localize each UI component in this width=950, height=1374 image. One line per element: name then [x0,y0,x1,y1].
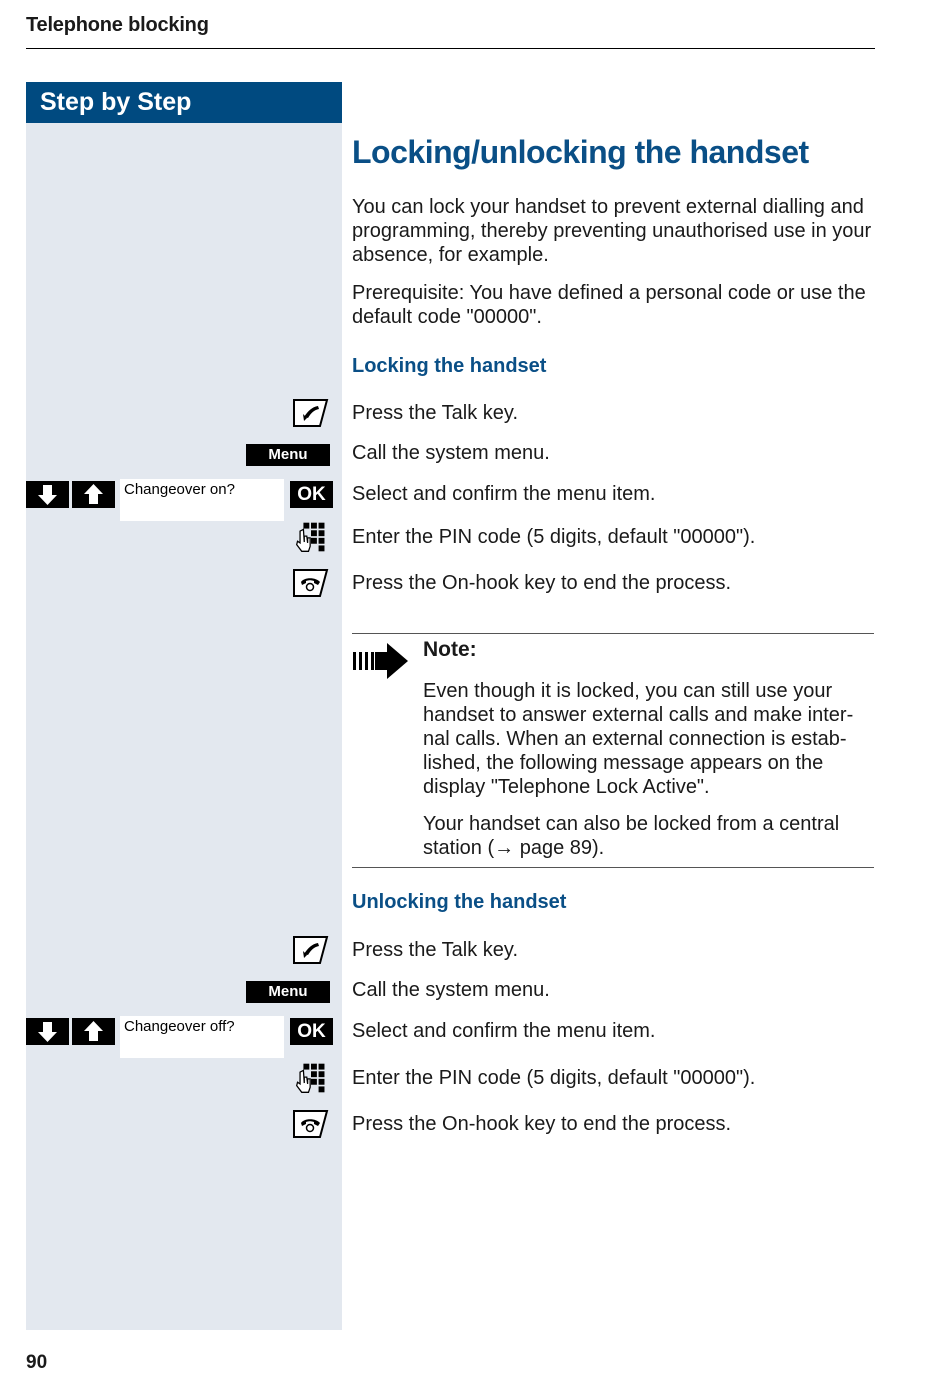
note-title: Note: [423,638,477,661]
display-text: Changeover off? [124,1018,235,1035]
keypad-icon [292,1062,330,1094]
locking-step-menu: Call the system menu. [352,442,550,464]
unlocking-step-select: Select and confirm the menu item. [352,1020,656,1042]
arrow-down-icon [26,1018,69,1045]
display-changeover-off [120,1016,284,1058]
prerequisite-paragraph: Prerequisite: You have defined a personal code or use the default code "00000". [352,282,866,328]
talk-key-icon [292,397,330,429]
keypad-icon [292,521,330,553]
display-text: Changeover on? [124,481,235,498]
intro-paragraph: You can lock your handset to prevent external dialling and programming, thereby preventing unauthorised use in your absence, for example. [352,196,872,266]
note-paragraph-2: Your handset can also be locked from a central station (→ page 89). [423,813,840,859]
ok-key: OK [290,481,333,508]
arrow-up-icon [72,481,115,508]
locking-heading: Locking the handset [352,355,547,377]
locking-step-onhook: Press the On-hook key to end the process. [352,572,732,594]
sidebar-heading-text: Step by Step [40,88,192,116]
on-hook-key-icon [292,1108,330,1140]
menu-key: Menu [246,981,330,1003]
page-title: Locking/unlocking the handset [352,134,809,170]
menu-key: Menu [246,444,330,466]
on-hook-key-icon [292,567,330,599]
unlocking-step-pin: Enter the PIN code (5 digits, default "00000"). [352,1067,756,1089]
note-top-rule [352,633,874,634]
talk-key-icon [292,934,330,966]
unlocking-heading: Unlocking the handset [352,891,567,913]
page-number: 90 [26,1352,48,1373]
note-bottom-rule [352,867,874,868]
arrow-up-icon [72,1018,115,1045]
display-changeover-on [120,479,284,521]
running-header: Telephone blocking [26,14,209,36]
note-arrow-icon [353,642,409,680]
note-paragraph-1: Even though it is locked, you can still use your handset to answer external calls and make inter-nal calls. When an external connection is estab-lished, the following message appears on the display "Telephone Lock Active". [423,680,854,798]
locking-step-select: Select and confirm the menu item. [352,483,656,505]
arrow-down-icon [26,481,69,508]
ok-key: OK [290,1018,333,1045]
header-rule [26,48,875,49]
unlocking-step-onhook: Press the On-hook key to end the process. [352,1113,732,1135]
step-sidebar [26,82,342,1330]
locking-step-talk: Press the Talk key. [352,402,518,424]
locking-step-pin: Enter the PIN code (5 digits, default "00000"). [352,526,756,548]
unlocking-step-talk: Press the Talk key. [352,939,518,961]
unlocking-step-menu: Call the system menu. [352,979,550,1001]
sidebar-heading [26,82,342,123]
